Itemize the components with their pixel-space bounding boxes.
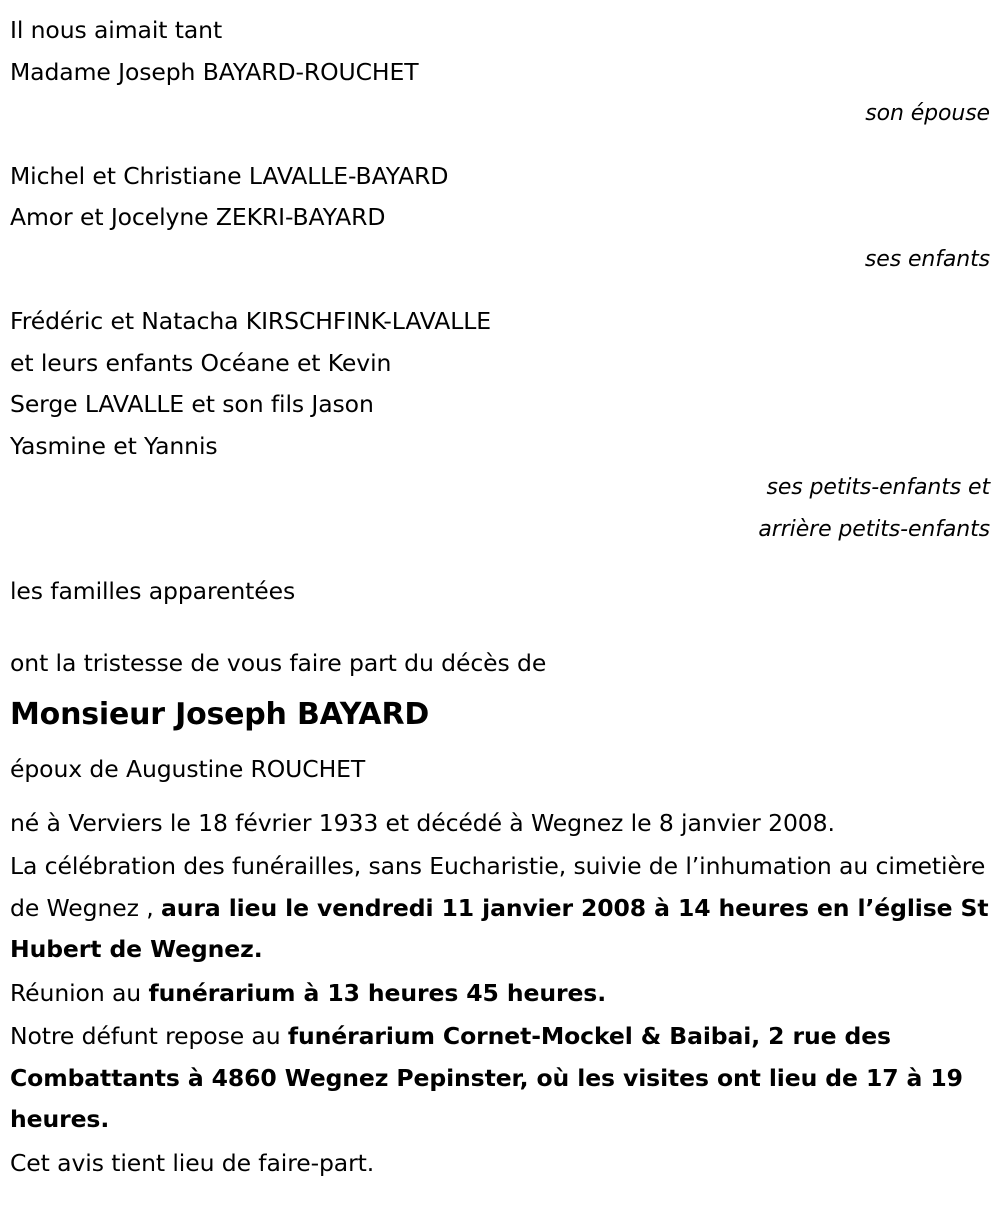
relation-row-children	[10, 239, 990, 281]
child-name-2: Amor et Jocelyne ZEKRI-BAYARD	[10, 203, 386, 231]
repose-bold: funérarium Cornet-Mockel & Baibai, 2 rue des Combattants à 4860 Wegnez Pepinster, où les visites ont lieu de 17 à 19 heures.	[10, 1022, 963, 1133]
grandchild-name-4: Yasmine et Yannis	[10, 431, 218, 460]
child-name-1: Michel et Christiane LAVALLE-BAYARD	[10, 161, 449, 190]
spacer	[10, 550, 990, 571]
grandchild-name-1: Frédéric et Natacha KIRSCHFINK-LAVALLE	[10, 307, 491, 335]
spouse-of-line: époux de Augustine ROUCHET	[10, 755, 366, 783]
funeral-details-paragraph	[10, 846, 990, 971]
family-group-spouse	[10, 52, 990, 135]
announcement-intro: ont la tristesse de vous faire part du décès de	[10, 648, 547, 677]
spouse-name: Madame Joseph BAYARD-ROUCHET	[10, 57, 419, 86]
funeral-details-bold: aura lieu le vendredi 11 janvier 2008 à 14 heures en l’église St Hubert de Wegnez.	[10, 893, 989, 963]
related-families: les familles apparentées	[10, 577, 296, 605]
opening-line: Il nous aimait tant	[10, 16, 223, 44]
relation-row-spouse	[10, 93, 990, 135]
meeting-bold: funérarium à 13 heures 45 heures.	[148, 978, 607, 1007]
family-group-children	[10, 156, 990, 281]
grandchild-name-3: Serge LAVALLE et son fils Jason	[10, 390, 374, 418]
closing-line: Cet avis tient lieu de faire-part.	[10, 1148, 375, 1177]
relation-label-grandchildren: ses petits-enfants et arrière petits-enfants	[758, 475, 990, 542]
relation-label-spouse: son épouse	[865, 101, 990, 126]
relation-label-children: ses enfants	[864, 246, 990, 272]
spacer	[10, 280, 990, 301]
grandchild-name-2: et leurs enfants Océane et Kevin	[10, 348, 392, 377]
deceased-name: Monsieur Joseph BAYARD	[10, 697, 430, 732]
spacer	[10, 135, 990, 156]
meeting-paragraph	[10, 973, 990, 1015]
funeral-details-regular: La célébration des funérailles, sans Eucharistie, suivie de l’inhumation au cimetière de Wegnez ,	[10, 852, 986, 922]
meeting-regular: Réunion au	[10, 978, 149, 1007]
family-group-grandchildren	[10, 301, 990, 550]
birth-death-line: né à Verviers le 18 février 1933 et décédé à Wegnez le 8 janvier 2008.	[10, 808, 835, 837]
relation-row-grandchildren	[10, 467, 990, 550]
spacer	[10, 613, 990, 643]
repose-regular: Notre défunt repose au	[10, 1022, 288, 1050]
repose-paragraph	[10, 1016, 990, 1141]
